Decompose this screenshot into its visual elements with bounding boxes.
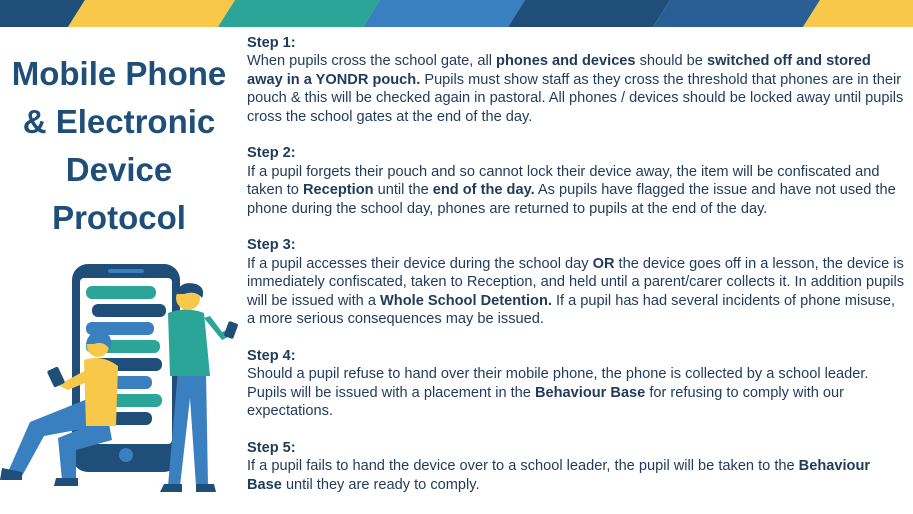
header-stripe-banner [0, 0, 913, 27]
step-heading: Step 5: [247, 439, 296, 456]
step-text: the device goes off in a lesson, the device is immediately confiscated, taken to Reception, and held until a parent/carer collects it. In addition pupils will be issued with a [247, 255, 905, 309]
protocol-steps [247, 34, 907, 512]
stripe-yellow-2 [803, 0, 913, 27]
step-text: until they are ready to comply. [281, 476, 480, 493]
step-text: As pupils have flagged the issue and have not used the phone during the school day, phones are returned to pupils at the end of the day. [247, 182, 896, 217]
step-text: If a pupil has had several incidents of phone misuse, a more serious consequences may be issued. [247, 292, 896, 328]
title-line: Device [65, 151, 173, 188]
stripe-blue-2 [653, 0, 820, 27]
stripe-teal-1 [218, 0, 380, 27]
phone-with-people-illustration [0, 258, 240, 494]
step-text: should be [635, 53, 707, 70]
step-text: If a pupil forgets their pouch and so cannot lock their device away, the item will be confiscated and taken to [247, 163, 880, 199]
title-line: Protocol [52, 199, 186, 236]
step-heading: Step 3: [247, 237, 296, 254]
step-heading: Step 1: [247, 35, 296, 51]
step-5 [247, 439, 907, 494]
page-title [0, 50, 238, 242]
step-text: If a pupil fails to hand the device over to a school leader, the pupil will be taken to the [247, 458, 799, 475]
stripe-yellow-1 [68, 0, 235, 27]
step-emphasis: phones and devices [496, 53, 636, 70]
stripe-navy-2 [508, 0, 670, 27]
step-1 [247, 34, 907, 126]
step-text: until the [373, 182, 433, 199]
step-text: Pupils must show staff as they cross the threshold that phones are in their pouch & this will be checked again in pastoral. All phones / devices should be locked away until pupils cross the school gates at the end of the day. [247, 71, 904, 125]
step-emphasis: OR [592, 255, 615, 272]
step-2 [247, 144, 907, 218]
step-text: Should a pupil refuse to hand over their mobile phone, the phone is collected by a school leader. Pupils will be issued with a placement in the [247, 366, 869, 401]
step-emphasis: Behaviour Base [534, 384, 646, 401]
stripe-blue-1 [363, 0, 525, 27]
step-emphasis: end of the day. [432, 182, 535, 199]
step-emphasis: Whole School Detention. [380, 292, 552, 309]
step-emphasis: switched off and stored away in a YONDR pouch. [247, 53, 871, 88]
step-emphasis: Behaviour Base [247, 458, 871, 493]
step-text: If a pupil accesses their device during the school day [247, 255, 593, 272]
step-3 [247, 236, 907, 328]
step-4 [247, 347, 907, 421]
step-text: When pupils cross the school gate, all [247, 53, 497, 70]
step-heading: Step 4: [247, 347, 296, 364]
step-text: for refusing to comply with our expectations. [247, 384, 845, 420]
step-heading: Step 2: [247, 145, 296, 162]
title-line: & Electronic [22, 103, 216, 140]
title-line: Mobile Phone [11, 55, 227, 92]
step-emphasis: Reception [302, 182, 374, 199]
